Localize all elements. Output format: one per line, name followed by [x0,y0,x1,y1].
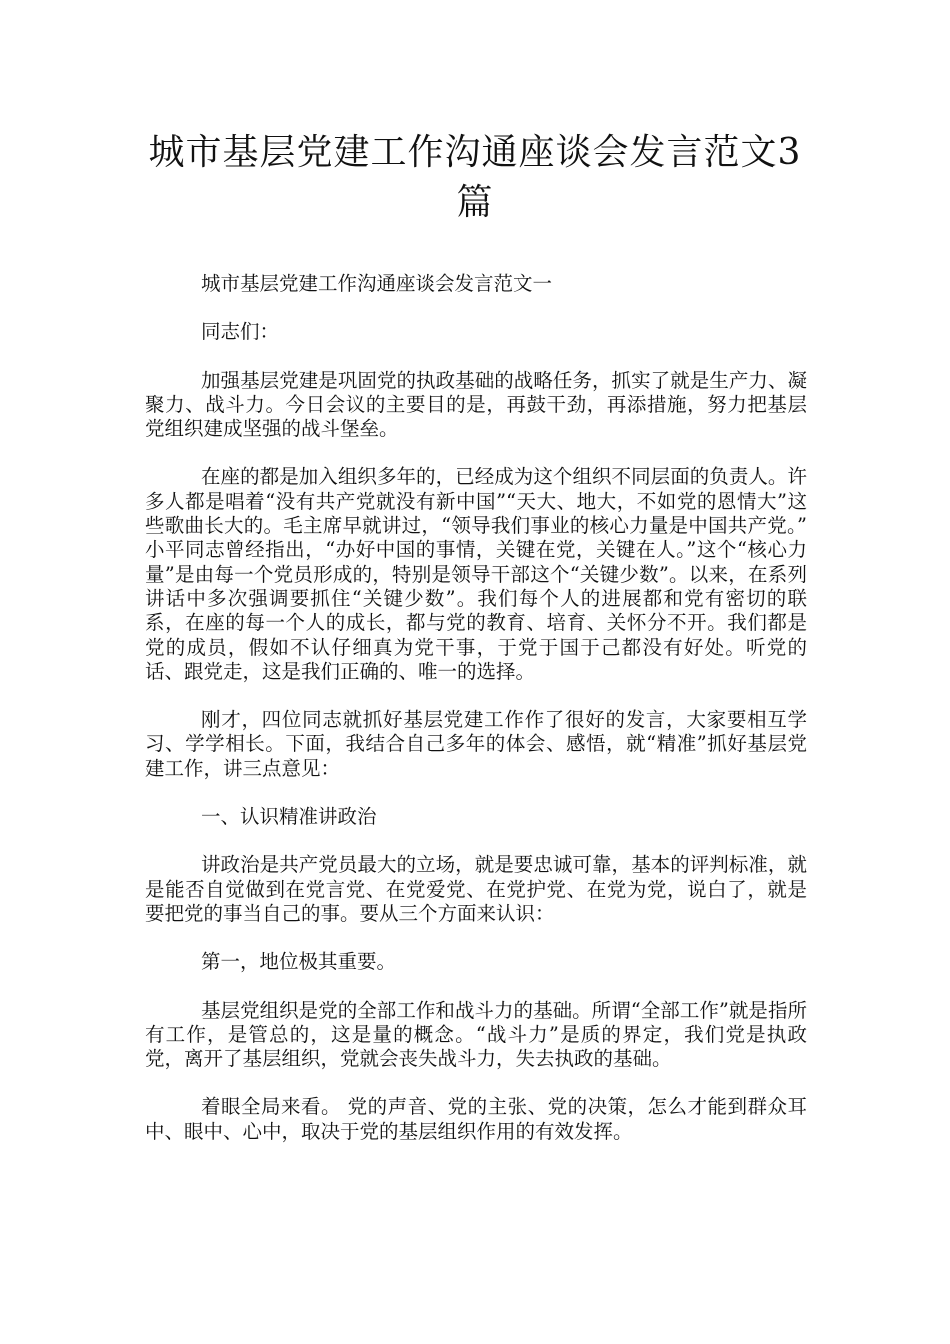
paragraph: 加强基层党建是巩固党的执政基础的战略任务，抓实了就是生产力、凝聚力、战斗力。今日会议的主要目的是，再鼓干劲，再添措施，努力把基层党组织建成坚强的战斗堡垒。 [145,368,807,441]
section-heading-1: 城市基层党建工作沟通座谈会发言范文一 [201,272,553,295]
paragraph: 刚才，四位同志就抓好基层党建工作作了很好的发言，大家要相互学习、学学相长。下面，我结合自己多年的体会、感悟，就“精准”抓好基层党建工作，讲三点意见： [145,708,807,780]
document-body [145,272,807,1168]
subheading: 第一，地位极其重要。 [201,950,397,974]
paragraph: 基层党组织是党的全部工作和战斗力的基础。所谓“全部工作”就是指所有工作，是管总的，这是量的概念。“战斗力”是质的界定，我们党是执政党，离开了基层组织，党就会丧失战斗力，失去执政的基础。 [145,998,807,1071]
paragraph: 着眼全局来看。 党的声音、党的主张、党的决策，怎么才能到群众耳中、眼中、心中，取决于党的基层组织作用的有效发挥。 [145,1095,807,1143]
salutation: 同志们： [201,320,280,344]
subheading: 一、认识精准讲政治 [201,805,377,829]
paragraph: 讲政治是共产党员最大的立场，就是要忠诚可靠，基本的评判标准，就是能否自觉做到在党言党、在党爱党、在党护党、在党为党，说白了，就是要把党的事当自己的事。要从三个方面来认识： [145,853,807,925]
paragraph: 在座的都是加入组织多年的，已经成为这个组织不同层面的负责人。许多人都是唱着“没有共产党就没有新中国”“天大、地大，不如党的恩情大”这些歌曲长大的。毛主席早就讲过，“领导我们事业的核心力量是中国共产党。” 小平同志曾经指出，“办好中国的事情，关键在党，关键在人。”这个“核心力量”是由每一个党员形成的，特别是领导干部这个“关键少数”。以来，在系列讲话中多次强调要抓住“关键少数”。我们每个人的进展都和党有密切的联系，在座的每一个人的成长，都与党的教育、培育、关怀分不开。我们都是党的成员，假如不认仔细真为党干事，于党于国于己都没有好处。听党的话、跟党走，这是我们正确的、唯一的选择。 [145,465,807,683]
document-title: 城市基层党建工作沟通座谈会发言范文3篇 [148,132,802,223]
